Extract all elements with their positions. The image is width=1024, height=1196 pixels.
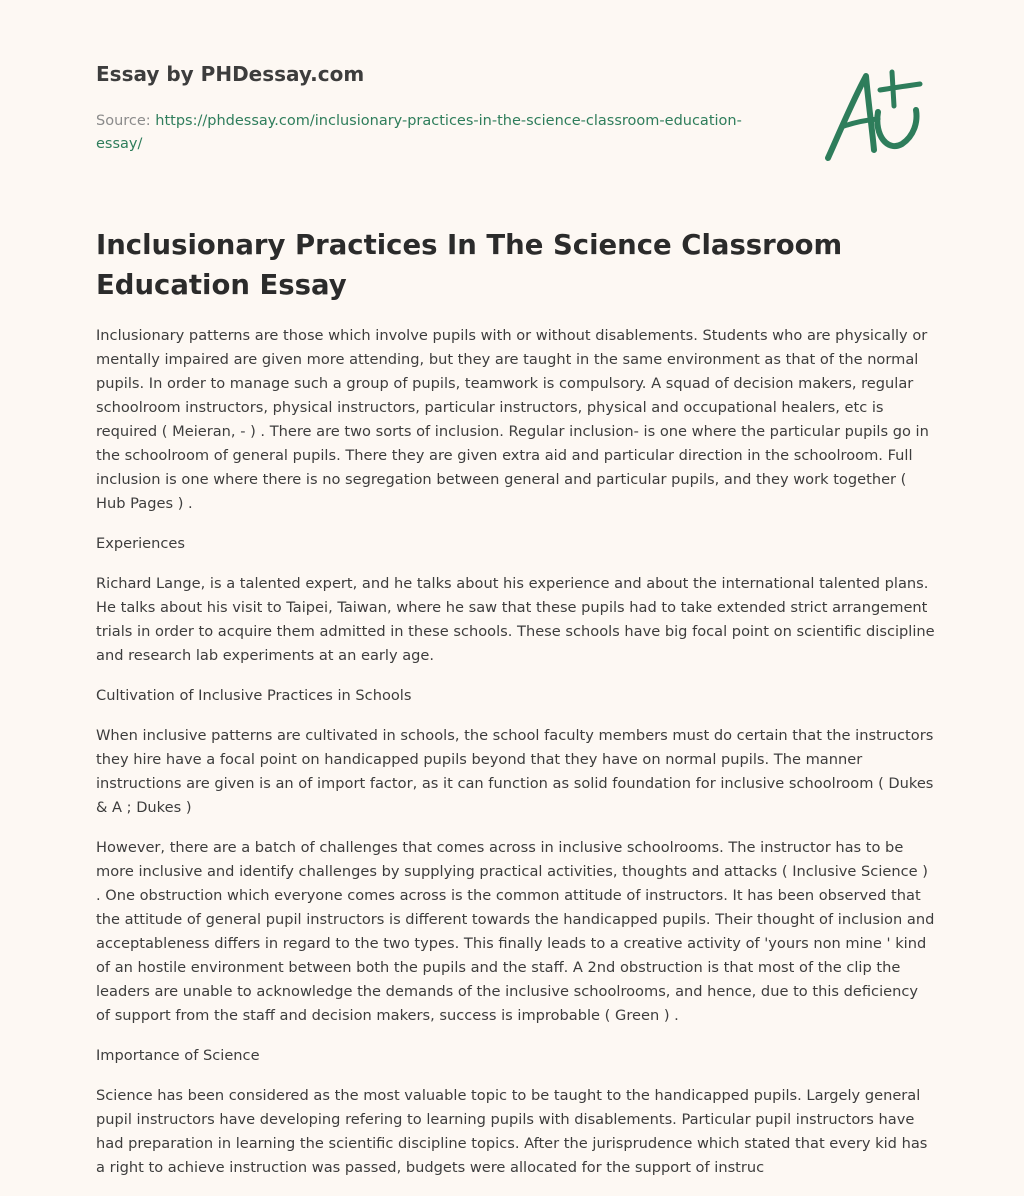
section-heading-importance: Importance of Science — [96, 1047, 260, 1064]
essay-body — [96, 324, 936, 1196]
paragraph-experiences: Richard Lange, is a talented expert, and he talks about his experience and about the international talented plans. He talks about his visit to Taipei, Taiwan, where he saw that these pupils had to take extended strict arrangement trials in order to acquire them admitted in these schools. These schools have big focal point on scientific discipline and research lab experiments at an early age. — [96, 575, 935, 664]
source-line — [96, 110, 746, 156]
a-plus-logo-icon — [822, 66, 928, 166]
paragraph-importance: Science has been considered as the most valuable topic to be taught to the handicapped pupils. Largely general pupil instructors have developing refering to learning pupils with disablements. Particular pupil instructors have had preparation in learning the scientific discipline topics. After the jurisprudence which stated that every kid has a right to achieve instruction was passed, budgets were allocated for the support of instruc — [96, 1087, 928, 1176]
paragraph-challenges: However, there are a batch of challenges that comes across in inclusive schoolrooms. The instructor has to be more inclusive and identify challenges by supplying practical activities, thoughts and attacks ( Inclusive Science ) . One obstruction which everyone comes across is the common attitude of instructors. It has been observed that the attitude of general pupil instructors is different towards the handicapped pupils. Their thought of inclusion and acceptableness differs in regard to the two types. This finally leads to a creative activity of 'yours non mine ' kind of an hostile environment between both the pupils and the staff. A 2nd obstruction is that most of the clip the leaders are unable to acknowledge the demands of the inclusive schoolrooms, and hence, due to this deficiency of support from the staff and decision makers, success is improbable ( Green ) . — [96, 839, 935, 1024]
paragraph-cultivation: When inclusive patterns are cultivated in schools, the school faculty members must do certain that the instructors they hire have a focal point on handicapped pupils beyond that they have on normal pupils. The manner instructions are given is an of import factor, as it can function as solid foundation for inclusive schoolroom ( Dukes & A ; Dukes ) — [96, 727, 934, 816]
essay-title: Inclusionary Practices In The Science Classroom Education Essay — [96, 229, 843, 301]
source-label: Source: — [96, 113, 156, 129]
source-link[interactable]: https://phdessay.com/inclusionary-practices-in-the-science-classroom-education-essay/ — [96, 113, 742, 152]
site-title: Essay by PHDessay.com — [96, 62, 365, 86]
paragraph-intro: Inclusionary patterns are those which involve pupils with or without disablements. Students who are physically or mentally impaired are given more attending, but they are taught in the same environment as that of the normal pupils. In order to manage such a group of pupils, teamwork is compulsory. A squad of decision makers, regular schoolroom instructors, physical instructors, particular instructors, physical and occupational healers, etc is required ( Meieran, - ) . There are two sorts of inclusion. Regular inclusion- is one where the particular pupils go in the schoolroom of general pupils. There they are given extra aid and particular direction in the schoolroom. Full inclusion is one where there is no segregation between general and particular pupils, and they work together ( Hub Pages ) . — [96, 327, 929, 512]
section-heading-cultivation: Cultivation of Inclusive Practices in Schools — [96, 687, 412, 704]
section-heading-experiences: Experiences — [96, 535, 185, 552]
